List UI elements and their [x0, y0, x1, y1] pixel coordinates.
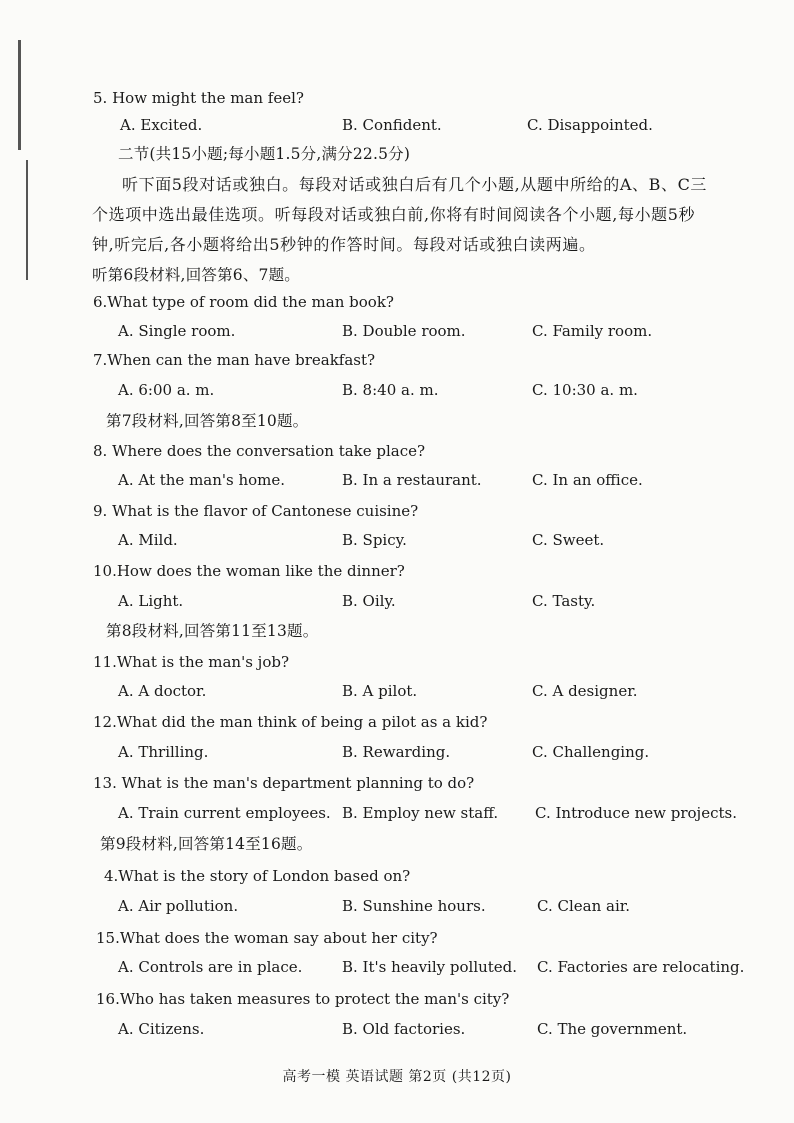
option-a[interactable]: A. A doctor.: [118, 682, 207, 700]
option-a[interactable]: A. Single room.: [118, 322, 236, 340]
option-b[interactable]: B. Employ new staff.: [342, 804, 499, 822]
option-c[interactable]: C. 10:30 a. m.: [532, 381, 638, 399]
option-a[interactable]: A. Thrilling.: [118, 743, 209, 761]
option-c[interactable]: C. Factories are relocating.: [537, 958, 745, 976]
option-a[interactable]: A. Citizens.: [118, 1020, 205, 1038]
option-c[interactable]: C. Disappointed.: [527, 116, 653, 134]
option-b[interactable]: B. Double room.: [342, 322, 466, 340]
group-label: 第9段材料,回答第14至16题。: [100, 835, 313, 853]
option-c[interactable]: C. Challenging.: [532, 743, 650, 761]
question-15: 15.What does the woman say about her city?: [96, 929, 438, 947]
binding-mark: [18, 40, 21, 150]
question-14: 4.What is the story of London based on?: [104, 867, 411, 885]
option-b[interactable]: B. A pilot.: [342, 682, 418, 700]
option-c[interactable]: C. Family room.: [532, 322, 653, 340]
instructions-line: 钟,听完后,各小题将给出5秒钟的作答时间。每段对话或独白读两遍。: [92, 235, 596, 254]
page-footer: 高考一模 英语试题 第2页 (共12页): [282, 1069, 512, 1085]
option-b[interactable]: B. 8:40 a. m.: [342, 381, 439, 399]
instructions-line: 听下面5段对话或独白。每段对话或独白后有几个小题,从题中所给的A、B、C三: [122, 175, 708, 194]
option-b[interactable]: B. Oily.: [342, 592, 396, 610]
option-b[interactable]: B. Sunshine hours.: [342, 897, 486, 915]
question-9: 9. What is the flavor of Cantonese cuisine?: [93, 502, 419, 520]
option-a[interactable]: A. At the man's home.: [118, 471, 286, 489]
question-8: 8. Where does the conversation take place?: [93, 442, 426, 460]
question-6: 6.What type of room did the man book?: [93, 293, 394, 311]
option-b[interactable]: B. Spicy.: [342, 531, 407, 549]
question-5: 5. How might the man feel?: [93, 89, 304, 107]
binding-mark: [26, 160, 28, 280]
option-a[interactable]: A. 6:00 a. m.: [118, 381, 215, 399]
option-b[interactable]: B. Old factories.: [342, 1020, 466, 1038]
group-label: 第8段材料,回答第11至13题。: [106, 622, 319, 640]
option-b[interactable]: B. In a restaurant.: [342, 471, 482, 489]
section-heading: 二节(共15小题;每小题1.5分,满分22.5分): [118, 145, 411, 163]
option-a[interactable]: A. Train current employees.: [118, 804, 331, 822]
option-b[interactable]: B. It's heavily polluted.: [342, 958, 518, 976]
question-12: 12.What did the man think of being a pilot as a kid?: [93, 713, 488, 731]
question-16: 16.Who has taken measures to protect the man's city?: [96, 990, 510, 1008]
option-c[interactable]: C. Sweet.: [532, 531, 605, 549]
instructions-line: 个选项中选出最佳选项。听每段对话或独白前,你将有时间阅读各个小题,每小题5秒: [92, 205, 696, 224]
option-c[interactable]: C. A designer.: [532, 682, 638, 700]
option-b[interactable]: B. Confident.: [342, 116, 442, 134]
question-7: 7.When can the man have breakfast?: [93, 351, 376, 369]
option-c[interactable]: C. The government.: [537, 1020, 688, 1038]
option-c[interactable]: C. In an office.: [532, 471, 643, 489]
question-11: 11.What is the man's job?: [93, 653, 290, 671]
option-b[interactable]: B. Rewarding.: [342, 743, 451, 761]
option-c[interactable]: C. Clean air.: [537, 897, 631, 915]
option-c[interactable]: C. Tasty.: [532, 592, 596, 610]
question-10: 10.How does the woman like the dinner?: [93, 562, 405, 580]
group-label: 听第6段材料,回答第6、7题。: [92, 266, 301, 284]
option-a[interactable]: A. Excited.: [120, 116, 203, 134]
group-label: 第7段材料,回答第8至10题。: [106, 412, 309, 430]
option-a[interactable]: A. Controls are in place.: [118, 958, 303, 976]
option-a[interactable]: A. Light.: [118, 592, 184, 610]
option-a[interactable]: A. Mild.: [118, 531, 178, 549]
option-a[interactable]: A. Air pollution.: [118, 897, 239, 915]
question-13: 13. What is the man's department planning to do?: [93, 774, 475, 792]
option-c[interactable]: C. Introduce new projects.: [535, 804, 737, 822]
